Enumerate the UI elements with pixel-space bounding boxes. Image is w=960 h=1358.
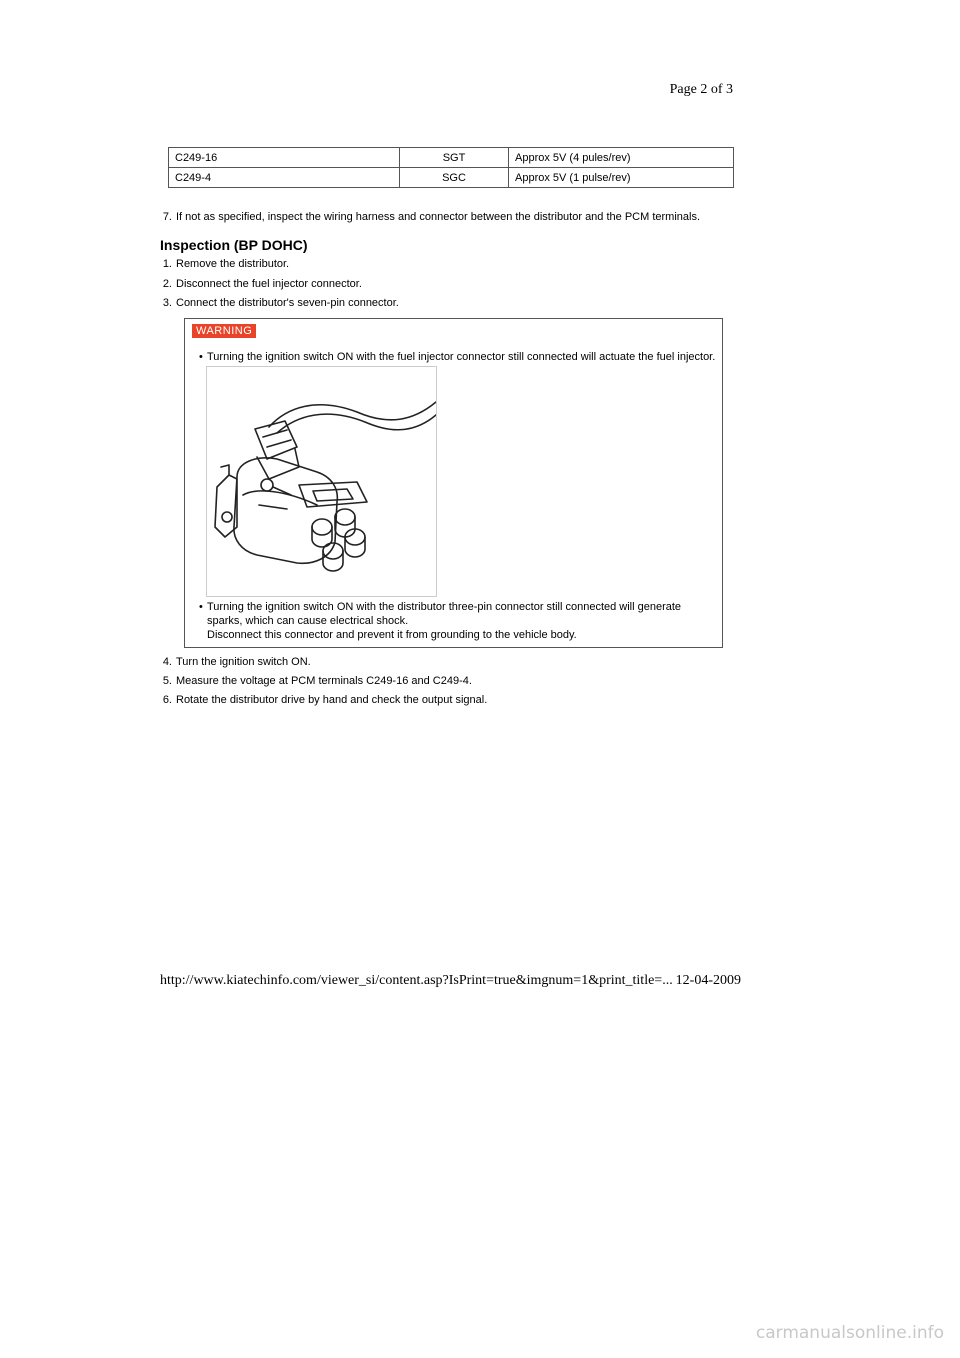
terminal-cell: C249-16	[169, 148, 400, 168]
step-3	[158, 297, 399, 309]
step-number: 5.	[162, 675, 172, 687]
terminal-voltage-table	[168, 147, 734, 188]
step-text: Measure the voltage at PCM terminals C249-16 and C249-4.	[176, 675, 472, 687]
terminal-cell: C249-4	[169, 168, 400, 188]
warning-bullet-1	[199, 350, 715, 364]
step-7	[158, 211, 700, 223]
distributor-icon	[207, 367, 436, 596]
step-text: Connect the distributor's seven-pin connector.	[176, 297, 399, 309]
bullet-icon: •	[199, 601, 203, 613]
warning-text: Turning the ignition switch ON with the distributor three-pin connector still connected will generate	[207, 601, 682, 613]
signal-cell: SGT	[400, 148, 509, 168]
step-number: 2.	[162, 278, 172, 290]
step-5	[158, 675, 472, 687]
step-text: If not as specified, inspect the wiring harness and connector between the distributor and the PCM terminals.	[176, 211, 701, 223]
step-text: Turn the ignition switch ON.	[176, 656, 311, 668]
step-number: 3.	[162, 297, 172, 309]
section-heading: Inspection (BP DOHC)	[160, 237, 308, 253]
step-6	[158, 694, 487, 706]
table-row	[169, 148, 734, 168]
step-text: Disconnect the fuel injector connector.	[176, 278, 362, 290]
step-text: Rotate the distributor drive by hand and check the output signal.	[176, 694, 488, 706]
footer-url: http://www.kiatechinfo.com/viewer_si/content.asp?IsPrint=true&imgnum=1&print_title=...	[160, 973, 673, 988]
step-number: 1.	[162, 258, 172, 270]
distributor-illustration	[206, 366, 437, 597]
voltage-cell: Approx 5V (1 pulse/rev)	[509, 168, 734, 188]
warning-bullet-2	[199, 600, 681, 642]
table-row	[169, 168, 734, 188]
step-2	[158, 278, 362, 290]
signal-cell: SGC	[400, 168, 509, 188]
page-number: Page 2 of 3	[669, 82, 733, 97]
watermark: carmanualsonline.info	[755, 1323, 944, 1343]
step-text: Remove the distributor.	[176, 258, 290, 270]
step-number: 4.	[162, 656, 172, 668]
bullet-icon: •	[199, 351, 203, 363]
footer-date: 12-04-2009	[675, 973, 741, 988]
warning-badge: WARNING	[192, 324, 256, 338]
step-number: 6.	[162, 694, 172, 706]
warning-text: Turning the ignition switch ON with the fuel injector connector still connected will actuate the fuel injector.	[207, 351, 716, 363]
step-number: 7.	[162, 211, 172, 223]
voltage-cell: Approx 5V (4 pules/rev)	[509, 148, 734, 168]
warning-text: Disconnect this connector and prevent it from grounding to the vehicle body.	[207, 629, 577, 641]
step-4	[158, 656, 311, 668]
warning-text: sparks, which can cause electrical shock.	[207, 615, 409, 627]
step-1	[158, 258, 289, 270]
warning-box	[184, 318, 723, 648]
